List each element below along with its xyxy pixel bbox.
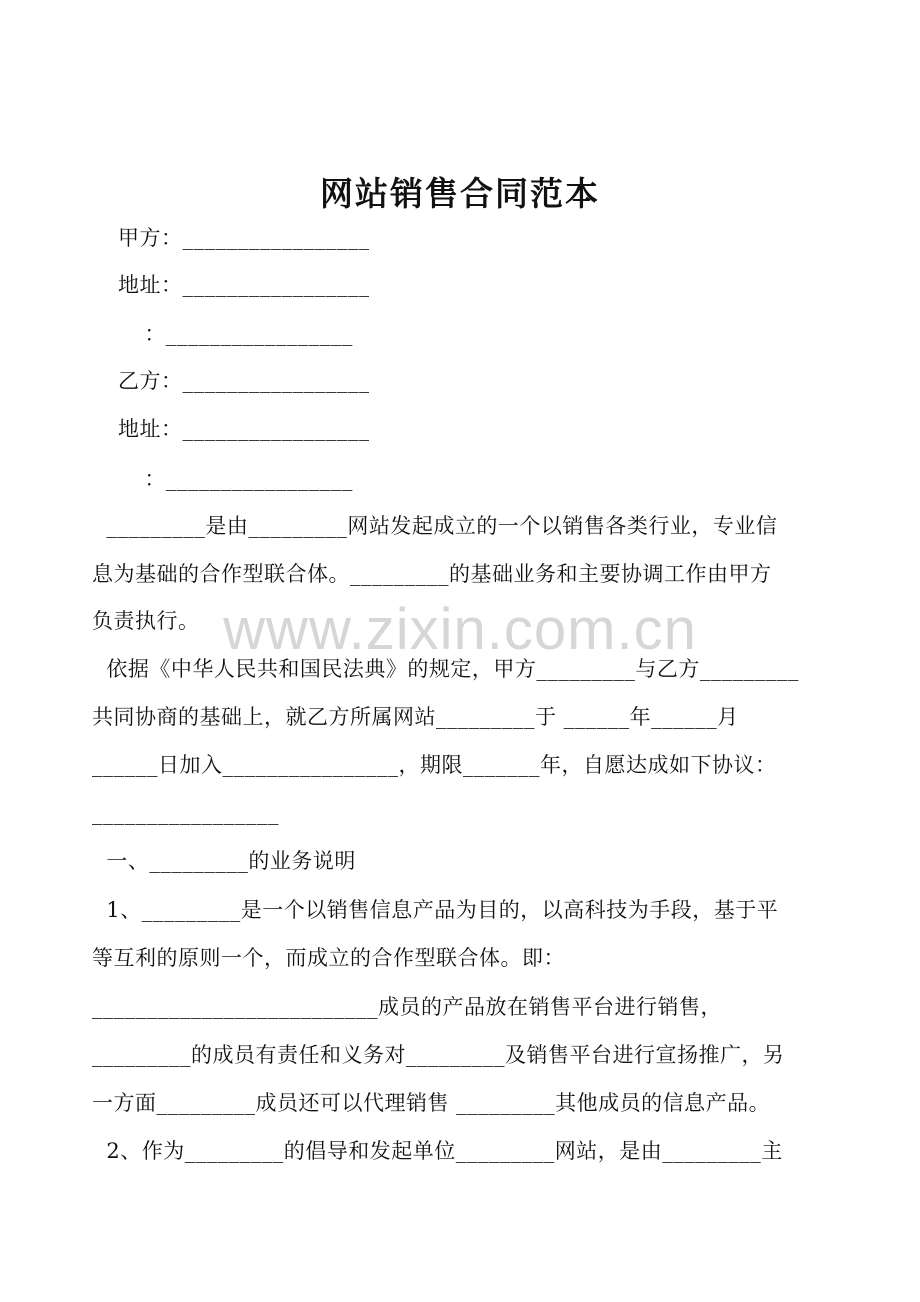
clause-1-line-4: _________的成员有责任和义务对_________及销售平台进行宣扬推广，另 [92,1043,785,1067]
party-a-address-line: 地址：_________________ [118,273,370,297]
intro-paragraph-line-1: _________是由_________网站发起成立的一个以销售各类行业，专业信 [92,514,778,538]
party-b-line: 乙方：_________________ [118,369,370,393]
basis-paragraph-line-4: _________________ [92,801,279,825]
basis-paragraph-line-3: ______日加入________________，期限_______年，自愿达成如下协议： [92,753,777,777]
clause-1-line-5: 一方面_________成员还可以代理销售 _________其他成员的信息产品。 [92,1091,771,1115]
watermark: www.zixin.com.cn [223,597,697,662]
clause-2-line-1: 2、作为_________的倡导和发起单位_________网站，是由_________主 [92,1139,783,1163]
party-b-contact-line: ：_________________ [130,467,353,491]
basis-paragraph-line-2: 共同协商的基础上，就乙方所属网站_________于 ______年______月 [92,705,739,729]
intro-paragraph-line-3: 负责执行。 [92,609,200,633]
clause-1-line-3: __________________________成员的产品放在销售平台进行销售， [92,995,722,1019]
intro-paragraph-line-2: 息为基础的合作型联合体。_________的基础业务和主要协调工作由甲方 [92,562,772,586]
clause-1-line-2: 等互利的原则一个，而成立的合作型联合体。即： [92,946,565,970]
party-a-contact-line: ：_________________ [130,322,353,346]
party-a-line: 甲方：_________________ [118,226,370,250]
clause-1-line-1: 1、_________是一个以销售信息产品为目的，以高科技为手段，基于平 [92,898,779,922]
party-b-address-line: 地址：_________________ [118,417,370,441]
page-title: 网站销售合同范本 [320,174,600,213]
section-1-heading: 一、_________的业务说明 [92,849,356,873]
basis-paragraph-line-1: 依据《中华人民共和国民法典》的规定，甲方_________与乙方_________ [92,657,799,681]
